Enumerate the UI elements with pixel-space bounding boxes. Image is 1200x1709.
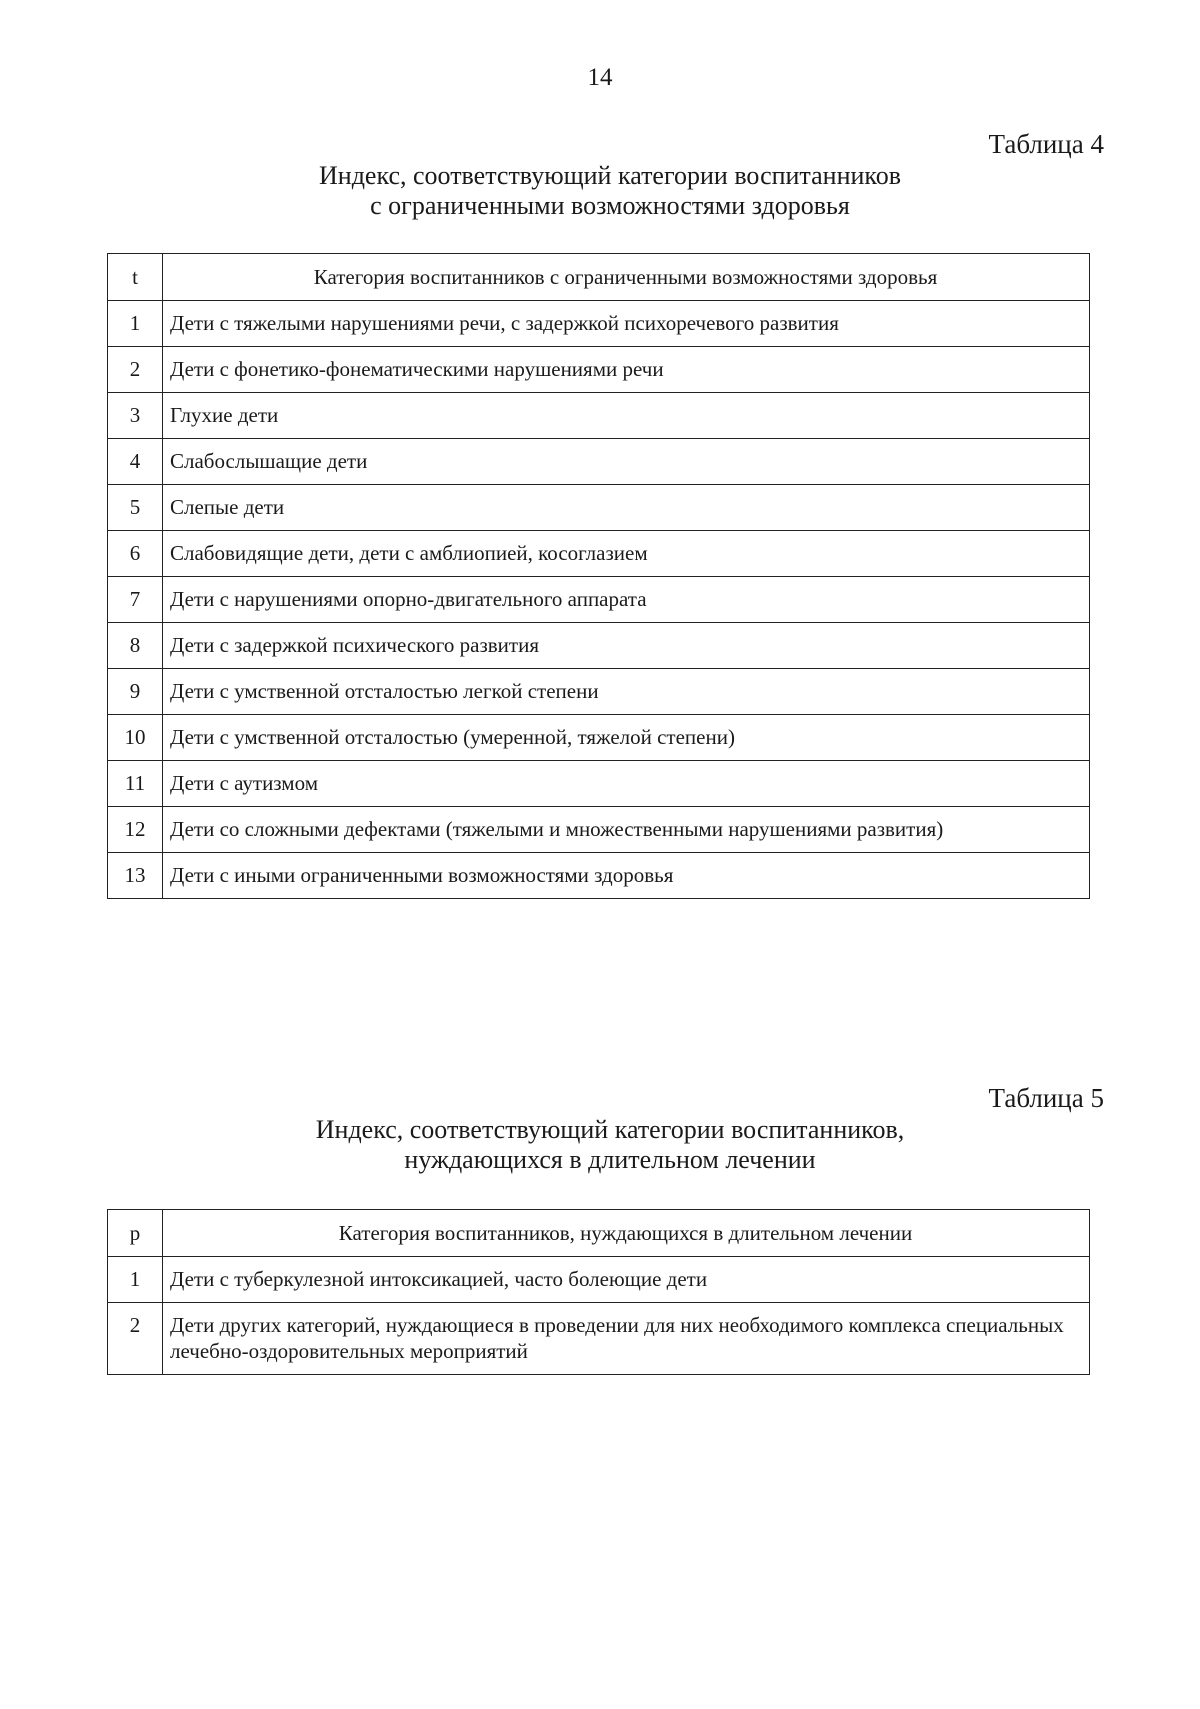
page-number: 14 <box>587 64 613 91</box>
table5-title-line1: Индекс, соответствующий категории воспитанников, <box>315 1115 905 1144</box>
table-row <box>108 807 1090 853</box>
row-index: 1 <box>108 1257 163 1303</box>
row-index: 2 <box>108 347 163 393</box>
table5-header-row <box>108 1210 1090 1257</box>
table5-header-index: p <box>108 1210 163 1257</box>
table-row <box>108 577 1090 623</box>
table-row <box>108 393 1090 439</box>
row-index: 13 <box>108 853 163 899</box>
row-index: 11 <box>108 761 163 807</box>
row-category: Дети других категорий, нуждающиеся в проведении для них необходимого комплекса специальных лечебно-оздоровительных мероприятий <box>163 1303 1090 1375</box>
row-index: 5 <box>108 485 163 531</box>
table-row <box>108 761 1090 807</box>
table-row <box>108 485 1090 531</box>
row-index: 8 <box>108 623 163 669</box>
table4-title-line1: Индекс, соответствующий категории воспитанников <box>319 161 901 190</box>
row-category: Дети с иными ограниченными возможностями здоровья <box>163 853 1090 899</box>
row-category: Дети с нарушениями опорно-двигательного аппарата <box>163 577 1090 623</box>
row-index: 10 <box>108 715 163 761</box>
row-category: Дети с умственной отсталостью (умеренной, тяжелой степени) <box>163 715 1090 761</box>
table4-header-index: t <box>108 254 163 301</box>
table4-body <box>108 254 1090 899</box>
row-index: 7 <box>108 577 163 623</box>
row-index: 1 <box>108 301 163 347</box>
row-category: Слабослышащие дети <box>163 439 1090 485</box>
table-row <box>108 347 1090 393</box>
table5-body <box>108 1210 1090 1375</box>
table4 <box>107 253 1090 899</box>
table4-title-line2: с ограниченными возможностями здоровья <box>370 191 850 220</box>
table5-label: Таблица 5 <box>988 1083 1104 1113</box>
row-index: 3 <box>108 393 163 439</box>
table5-title-line2: нуждающихся в длительном лечении <box>404 1145 816 1174</box>
table5 <box>107 1209 1090 1375</box>
table4-header-row <box>108 254 1090 301</box>
row-category: Дети с тяжелыми нарушениями речи, с задержкой психоречевого развития <box>163 301 1090 347</box>
row-index: 2 <box>108 1303 163 1375</box>
row-category: Дети с аутизмом <box>163 761 1090 807</box>
table-row <box>108 1303 1090 1375</box>
row-index: 12 <box>108 807 163 853</box>
table4-title <box>180 161 1040 221</box>
table5-title <box>180 1115 1040 1175</box>
row-category: Дети со сложными дефектами (тяжелыми и множественными нарушениями развития) <box>163 807 1090 853</box>
table4-header-text: Категория воспитанников с ограниченными возможностями здоровья <box>163 254 1090 301</box>
row-category: Слепые дети <box>163 485 1090 531</box>
table-row <box>108 669 1090 715</box>
table4-label: Таблица 4 <box>988 129 1104 159</box>
table5-header-text: Категория воспитанников, нуждающихся в длительном лечении <box>163 1210 1090 1257</box>
row-category: Дети с фонетико-фонематическими нарушениями речи <box>163 347 1090 393</box>
row-category: Дети с задержкой психического развития <box>163 623 1090 669</box>
row-category: Дети с умственной отсталостью легкой степени <box>163 669 1090 715</box>
table-row <box>108 439 1090 485</box>
row-index: 6 <box>108 531 163 577</box>
table-row <box>108 853 1090 899</box>
table-row <box>108 1257 1090 1303</box>
row-index: 9 <box>108 669 163 715</box>
table-row <box>108 531 1090 577</box>
row-index: 4 <box>108 439 163 485</box>
row-category: Глухие дети <box>163 393 1090 439</box>
row-category: Слабовидящие дети, дети с амблиопией, косоглазием <box>163 531 1090 577</box>
table-row <box>108 715 1090 761</box>
table-row <box>108 301 1090 347</box>
table-row <box>108 623 1090 669</box>
row-category: Дети с туберкулезной интоксикацией, часто болеющие дети <box>163 1257 1090 1303</box>
